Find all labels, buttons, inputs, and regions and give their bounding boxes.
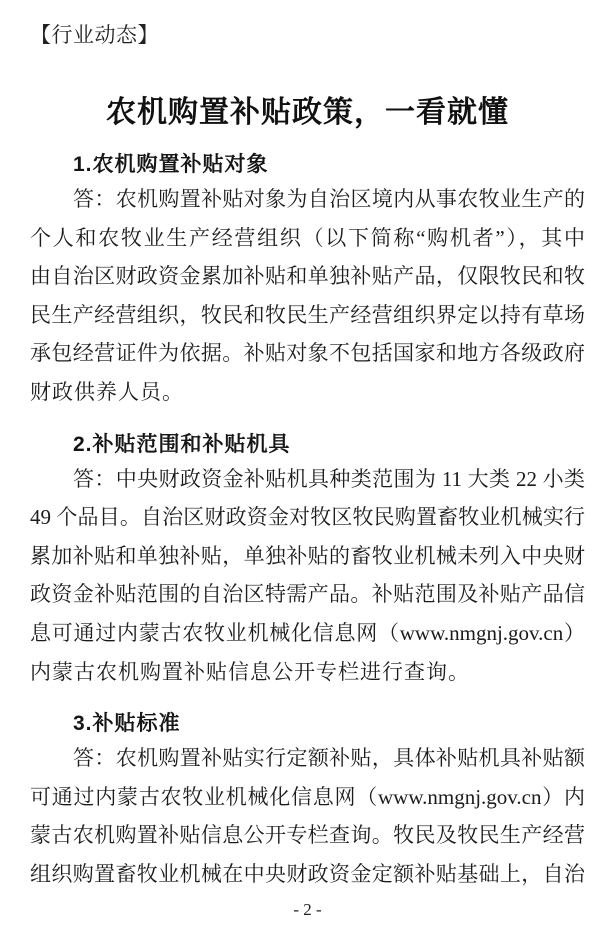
paragraph-line: 内蒙古农机购置补贴信息公开专栏进行查询。 bbox=[30, 659, 470, 684]
page-number: - 2 - bbox=[293, 899, 322, 919]
paragraph-line: 息可通过内蒙古农牧业机械化信息网（www.nmgnj.gov.cn） bbox=[30, 620, 585, 645]
paragraph-line: 组织购置畜牧业机械在中央财政资金定额补贴基础上，自治 bbox=[30, 861, 585, 886]
paragraph-line: 可通过内蒙古农牧业机械化信息网（www.nmgnj.gov.cn）内 bbox=[30, 784, 585, 809]
paragraph-line: 财政供养人员。 bbox=[30, 379, 184, 404]
paragraph-line: 由自治区财政资金累加补贴和单独补贴产品，仅限牧民和牧 bbox=[30, 264, 585, 289]
paragraph-line: 个人和农牧业生产经营组织（以下简称“购机者”），其中 bbox=[30, 225, 585, 250]
paragraph-line: 政资金补贴范围的自治区特需产品。补贴范围及补贴产品信 bbox=[30, 582, 585, 607]
section-paragraph-1 bbox=[30, 180, 585, 412]
paragraph-line: 承包经营证件为依据。补贴对象不包括国家和地方各级政府 bbox=[30, 341, 585, 366]
document-title: 农机购置补贴政策，一看就懂 bbox=[106, 96, 509, 129]
section-heading-3: 3.补贴标准 bbox=[73, 712, 181, 736]
paragraph-line: 答：中央财政资金补贴机具种类范围为 11 大类 22 小类 bbox=[73, 466, 585, 491]
paragraph-line: 累加补贴和单独补贴，单独补贴的畜牧业机械未列入中央财 bbox=[30, 543, 585, 568]
section-heading-2: 2.补贴范围和补贴机具 bbox=[73, 432, 291, 456]
section-heading-1: 1.农机购置补贴对象 bbox=[73, 153, 269, 176]
section-paragraph-3 bbox=[30, 739, 585, 893]
paragraph-line: 49 个品目。自治区财政资金对牧区牧民购置畜牧业机械实行 bbox=[30, 505, 585, 530]
category-tag: 【行业动态】 bbox=[30, 24, 159, 47]
section-paragraph-2 bbox=[30, 460, 585, 692]
paragraph-line: 民生产经营组织，牧民和牧民生产经营组织界定以持有草场 bbox=[30, 302, 585, 327]
paragraph-line: 蒙古农机购置补贴信息公开专栏查询。牧民及牧民生产经营 bbox=[30, 823, 585, 848]
paragraph-line: 答：农机购置补贴实行定额补贴，具体补贴机具补贴额 bbox=[73, 746, 585, 771]
paragraph-line: 答：农机购置补贴对象为自治区境内从事农牧业生产的 bbox=[73, 187, 585, 211]
